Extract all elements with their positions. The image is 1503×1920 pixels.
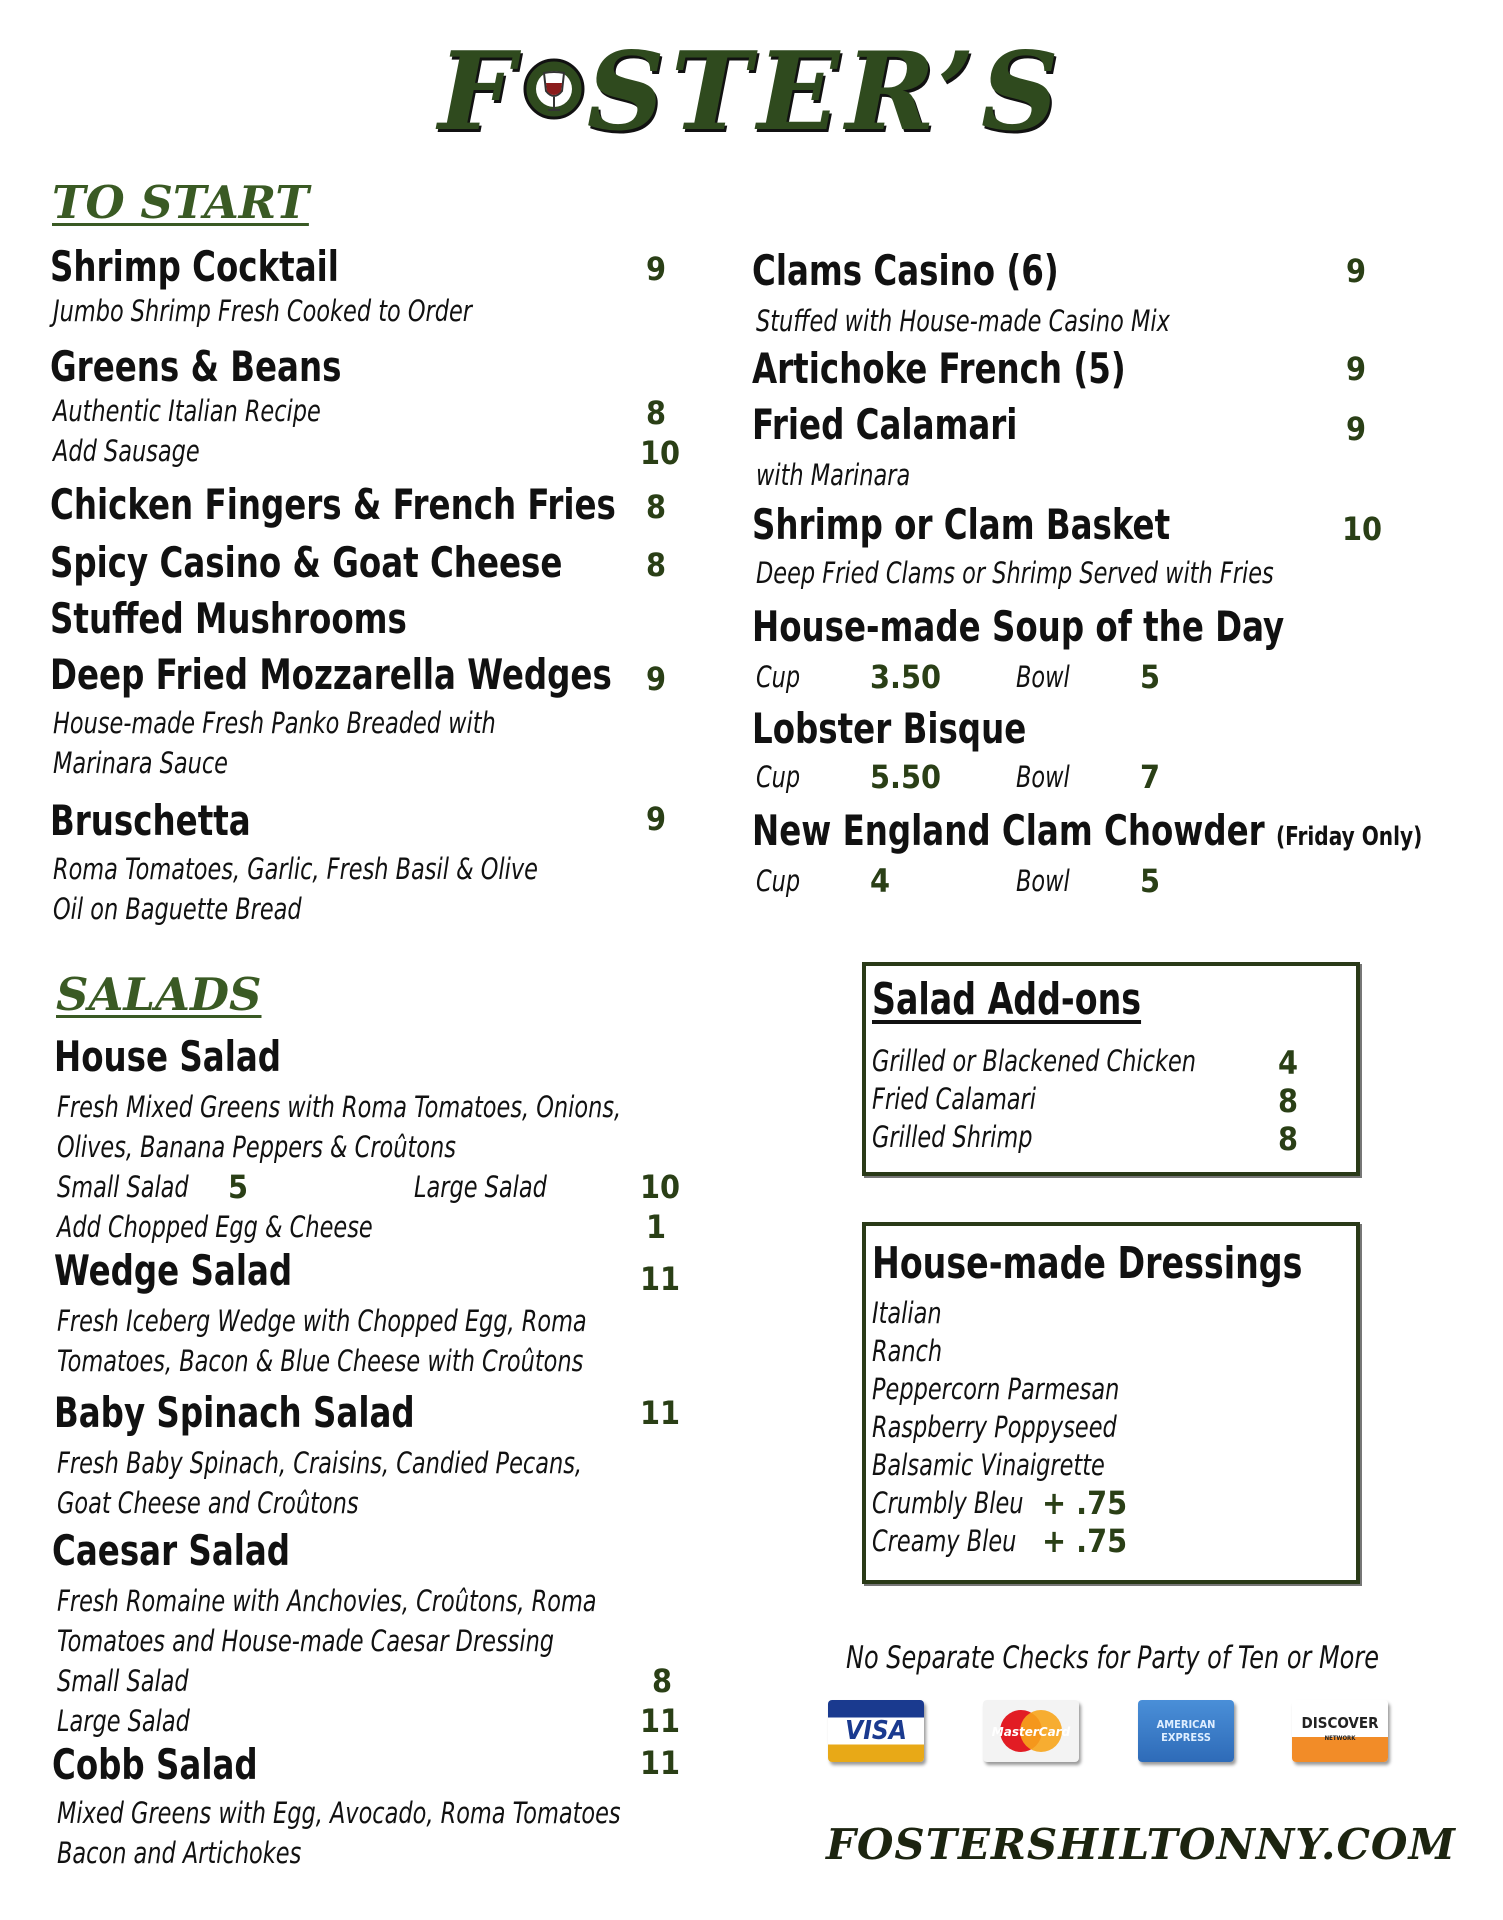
dressing-creamy-bleu: Creamy Bleu <box>872 1524 1017 1558</box>
addon-shrimp: Grilled Shrimp <box>872 1120 1033 1154</box>
price-artichoke: 9 <box>1345 350 1366 388</box>
bisque-cup-label: Cup <box>756 760 801 794</box>
caesar-small-price: 8 <box>651 1662 672 1700</box>
price-sausage: 10 <box>639 434 680 472</box>
item-mozzarella: Deep Fried Mozzarella Wedges <box>50 650 612 699</box>
item-bruschetta: Bruschetta <box>50 796 251 845</box>
dressing-ranch: Ranch <box>872 1334 943 1368</box>
desc-shrimp-clam-basket: Deep Fried Clams or Shrimp Served with Fries <box>756 556 1274 590</box>
item-clams-casino: Clams Casino (6) <box>752 246 1059 295</box>
addon-calamari-price: 8 <box>1277 1082 1298 1120</box>
desc-wedge-2: Tomatoes, Bacon & Blue Cheese with Croûtons <box>57 1344 584 1378</box>
item-artichoke: Artichoke French (5) <box>752 344 1126 393</box>
svg-text:MasterCard: MasterCard <box>991 1725 1071 1739</box>
addon-calamari: Fried Calamari <box>872 1082 1037 1116</box>
item-caesar-salad: Caesar Salad <box>52 1526 291 1575</box>
soup-bowl-label: Bowl <box>1016 660 1070 694</box>
item-lobster-bisque: Lobster Bisque <box>752 704 1027 753</box>
item-cobb-salad: Cobb Salad <box>52 1740 258 1789</box>
brand-letters: STER’S <box>586 29 1065 155</box>
section-heading-salads: SALADS <box>56 968 262 1021</box>
desc-spinach-2: Goat Cheese and Croûtons <box>57 1486 359 1520</box>
price-bruschetta: 9 <box>645 800 666 838</box>
price-shrimp-cocktail: 9 <box>645 250 666 288</box>
dressing-raspberry: Raspberry Poppyseed <box>872 1410 1117 1444</box>
item-spicy-casino: Spicy Casino & Goat Cheese <box>50 538 563 587</box>
section-heading-to-start: TO START <box>52 176 309 229</box>
dressings-box <box>862 1222 1360 1584</box>
desc-shrimp-cocktail: Jumbo Shrimp Fresh Cooked to Order <box>53 294 473 328</box>
item-chicken-fingers: Chicken Fingers & French Fries <box>50 480 616 529</box>
chowder-note: (Friday Only) <box>1275 822 1423 852</box>
website-link[interactable]: FOSTERSHILTONNY.COM <box>826 1820 1456 1869</box>
dressings-title: House-made Dressings <box>872 1238 1303 1289</box>
item-soup-of-day: House-made Soup of the Day <box>752 602 1285 651</box>
price-greens-beans: 8 <box>645 394 666 432</box>
chowder-cup-label: Cup <box>756 864 801 898</box>
discover-card-icon: DISCOVER NETWORK <box>1292 1700 1388 1762</box>
mastercard-card-icon <box>983 1700 1079 1762</box>
house-addon: Add Chopped Egg & Cheese <box>57 1210 373 1244</box>
chowder-bowl-price: 5 <box>1140 862 1161 900</box>
caesar-small-label: Small Salad <box>57 1664 189 1698</box>
addon-shrimp-price: 8 <box>1277 1120 1298 1158</box>
desc-cobb-2: Bacon and Artichokes <box>57 1836 302 1870</box>
price-mozzarella: 9 <box>645 660 666 698</box>
item-house-salad: House Salad <box>54 1032 282 1081</box>
dressing-crumbly-bleu-price: + .75 <box>1042 1484 1128 1522</box>
desc-greens-beans: Authentic Italian Recipe <box>53 394 321 428</box>
item-greens-beans: Greens & Beans <box>50 342 342 391</box>
item-wedge-salad: Wedge Salad <box>54 1246 293 1295</box>
house-addon-price: 1 <box>645 1208 666 1246</box>
desc-mozzarella-2: Marinara Sauce <box>53 746 228 780</box>
soup-cup-label: Cup <box>756 660 801 694</box>
soup-bowl-price: 5 <box>1140 658 1161 696</box>
visa-card-icon: VISA <box>828 1700 924 1762</box>
dressing-creamy-bleu-price: + .75 <box>1042 1522 1128 1560</box>
desc-bruschetta-2: Oil on Baguette Bread <box>53 892 302 926</box>
desc-cobb-1: Mixed Greens with Egg, Avocado, Roma Tomatoes <box>57 1796 621 1830</box>
item-shrimp-cocktail: Shrimp Cocktail <box>50 242 339 291</box>
house-large-label: Large Salad <box>414 1170 547 1204</box>
desc-caesar-2: Tomatoes and House-made Caesar Dressing <box>57 1624 555 1658</box>
addon-chicken: Grilled or Blackened Chicken <box>872 1044 1196 1078</box>
desc-clams-casino: Stuffed with House-made Casino Mix <box>756 304 1170 338</box>
brand-letter-f: F <box>438 29 521 155</box>
price-fried-calamari: 9 <box>1345 410 1366 448</box>
desc-bruschetta-1: Roma Tomatoes, Garlic, Fresh Basil & Olive <box>53 852 538 886</box>
item-clam-chowder <box>752 806 1422 855</box>
price-shrimp-clam-basket: 10 <box>1341 510 1382 548</box>
caesar-large-label: Large Salad <box>57 1704 190 1738</box>
desc-fried-calamari: with Marinara <box>756 458 911 492</box>
soup-cup-price: 3.50 <box>870 658 942 696</box>
desc-caesar-1: Fresh Romaine with Anchovies, Croûtons, Roma <box>57 1584 597 1618</box>
desc-house-salad-1: Fresh Mixed Greens with Roma Tomatoes, Onions, <box>57 1090 622 1124</box>
price-clams-casino: 9 <box>1345 252 1366 290</box>
desc-house-salad-2: Olives, Banana Peppers & Croûtons <box>57 1130 456 1164</box>
bisque-cup-price: 5.50 <box>870 758 942 796</box>
dressing-balsamic: Balsamic Vinaigrette <box>872 1448 1105 1482</box>
addon-chicken-price: 4 <box>1277 1044 1298 1082</box>
chowder-cup-price: 4 <box>870 862 891 900</box>
house-small-label: Small Salad <box>57 1170 189 1204</box>
house-large-price: 10 <box>639 1168 680 1206</box>
item-fried-calamari: Fried Calamari <box>752 400 1018 449</box>
amex-card-icon: AMERICAN EXPRESS <box>1138 1700 1234 1762</box>
dressing-crumbly-bleu: Crumbly Bleu <box>872 1486 1024 1520</box>
addons-title: Salad Add-ons <box>872 974 1142 1025</box>
price-wedge-salad: 11 <box>639 1260 680 1298</box>
item-shrimp-clam-basket: Shrimp or Clam Basket <box>752 500 1171 549</box>
price-cobb-salad: 11 <box>639 1744 680 1782</box>
chowder-name: New England Clam Chowder <box>752 806 1265 855</box>
price-baby-spinach: 11 <box>639 1394 680 1432</box>
salad-addons-box <box>862 962 1360 1176</box>
chowder-bowl-label: Bowl <box>1016 864 1070 898</box>
bisque-bowl-price: 7 <box>1140 758 1161 796</box>
house-small-price: 5 <box>228 1168 249 1206</box>
addon-sausage: Add Sausage <box>53 434 200 468</box>
separate-checks-note: No Separate Checks for Party of Ten or More <box>846 1640 1379 1676</box>
price-chicken-fingers: 8 <box>645 488 666 526</box>
restaurant-logo <box>0 29 1503 155</box>
desc-mozzarella-1: House-made Fresh Panko Breaded with <box>53 706 496 740</box>
price-spicy-casino: 8 <box>645 546 666 584</box>
item-baby-spinach: Baby Spinach Salad <box>54 1388 415 1437</box>
item-stuffed-mushrooms: Stuffed Mushrooms <box>50 594 407 643</box>
dressing-italian: Italian <box>872 1296 942 1330</box>
caesar-large-price: 11 <box>639 1702 680 1740</box>
desc-wedge-1: Fresh Iceberg Wedge with Chopped Egg, Roma <box>57 1304 587 1338</box>
bisque-bowl-label: Bowl <box>1016 760 1070 794</box>
desc-spinach-1: Fresh Baby Spinach, Craisins, Candied Pecans, <box>57 1446 583 1480</box>
wine-glass-icon <box>523 41 585 137</box>
dressing-peppercorn: Peppercorn Parmesan <box>872 1372 1120 1406</box>
